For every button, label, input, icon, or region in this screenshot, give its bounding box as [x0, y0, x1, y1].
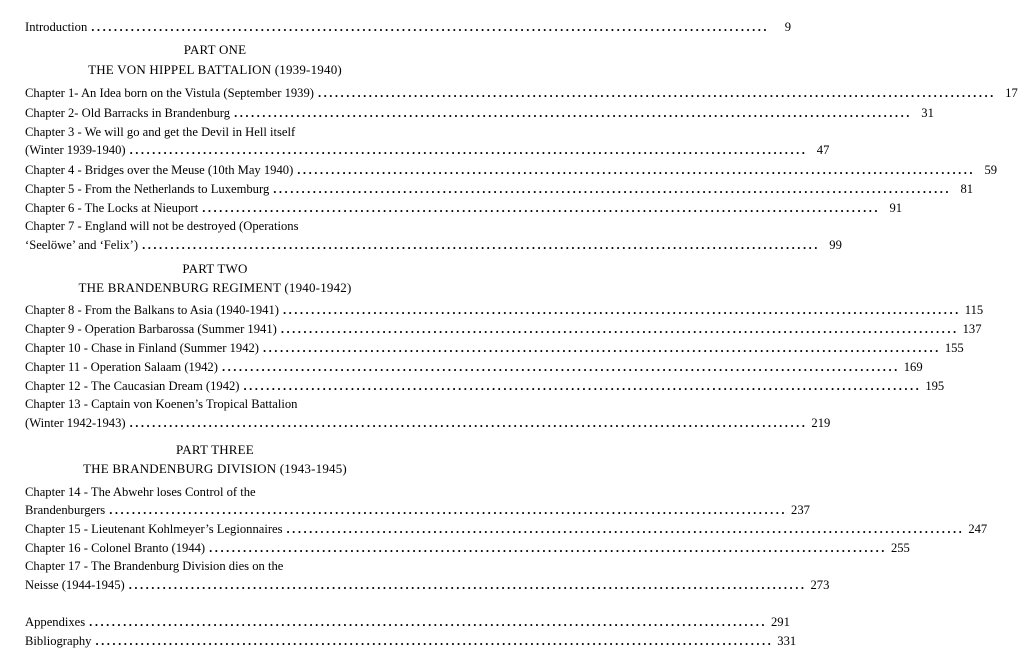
toc-entry-chapter-8	[25, 301, 984, 319]
page-number: 291	[770, 615, 790, 629]
dot-leader: ........................................................................................................................	[91, 20, 770, 34]
dot-leader: ........................................................................................................................	[234, 106, 912, 120]
toc-entry-chapter-14	[25, 501, 810, 519]
toc-entry-chapter-9	[25, 320, 982, 338]
dot-leader: ........................................................................................................................	[129, 416, 808, 430]
toc-entry-chapter-6	[25, 199, 903, 217]
toc-entry-chapter-15	[25, 520, 988, 538]
page-number: 331	[777, 634, 797, 648]
toc-entry-bibliography	[25, 632, 797, 650]
page-number: 155	[944, 341, 964, 355]
entry-title: Chapter 5 - From the Netherlands to Luxemburg	[25, 182, 270, 196]
toc-entry-chapter-5	[25, 180, 974, 198]
toc-entry-introduction	[25, 18, 792, 36]
entry-title-continued: ‘Seelöwe’ and ‘Felix’)	[25, 238, 139, 252]
part-three-title: PART THREE	[176, 442, 254, 457]
page-number: 47	[816, 143, 830, 157]
part-three-subtitle: THE BRANDENBURG DIVISION (1943-1945)	[83, 461, 347, 476]
entry-title: Appendixes	[25, 615, 86, 629]
page-number: 115	[964, 303, 984, 317]
entry-title-continued: (Winter 1939-1940)	[25, 143, 126, 157]
entry-title: Chapter 8 - From the Balkans to Asia (1940-1941)	[25, 303, 279, 317]
dot-leader: ........................................................................................................................	[297, 163, 976, 177]
toc-entry-chapter-3-title: Chapter 3 - We will go and get the Devil in Hell itself	[25, 125, 296, 139]
page-number: 137	[962, 322, 982, 336]
entry-title: Chapter 6 - The Locks at Nieuport	[25, 201, 199, 215]
dot-leader: ........................................................................................................................	[128, 578, 807, 592]
toc-entry-chapter-1	[25, 84, 1018, 102]
entry-title: Chapter 1- An Idea born on the Vistula (September 1939)	[25, 86, 314, 100]
dot-leader: ........................................................................................................................	[263, 341, 941, 355]
dot-leader: ........................................................................................................................	[282, 303, 961, 317]
dot-leader: ........................................................................................................................	[202, 201, 881, 215]
page-number: 9	[784, 20, 792, 34]
toc-entry-chapter-12	[25, 377, 945, 395]
entry-title-continued: Neisse (1944-1945)	[25, 578, 125, 592]
page-number: 81	[960, 182, 974, 196]
part-two-subtitle: THE BRANDENBURG REGIMENT (1940-1942)	[78, 280, 352, 295]
toc-entry-chapter-11	[25, 358, 923, 376]
entry-title: Chapter 9 - Operation Barbarossa (Summer 1941)	[25, 322, 277, 336]
page-number: 255	[890, 541, 910, 555]
page-number: 31	[921, 106, 934, 120]
dot-leader: ........................................................................................................................	[273, 182, 952, 196]
page-number: 169	[903, 360, 923, 374]
toc-entry-chapter-13	[25, 414, 831, 432]
dot-leader: ........................................................................................................................	[109, 503, 788, 517]
dot-leader: ........................................................................................................................	[142, 238, 820, 252]
toc-entry-chapter-13-title: Chapter 13 - Captain von Koenen’s Tropical Battalion	[25, 397, 298, 411]
page-number: 247	[968, 522, 988, 536]
dot-leader: ........................................................................................................................	[95, 634, 774, 648]
entry-title: Chapter 15 - Lieutenant Kohlmeyer’s Legionnaires	[25, 522, 283, 536]
entry-title-continued: (Winter 1942-1943)	[25, 416, 126, 430]
toc-entry-chapter-17	[25, 576, 830, 594]
dot-leader: ........................................................................................................................	[89, 615, 767, 629]
part-two-title: PART TWO	[182, 261, 248, 276]
toc-entry-chapter-3	[25, 141, 830, 159]
page-number: 195	[925, 379, 945, 393]
toc-entry-chapter-7	[25, 236, 842, 254]
toc-entry-chapter-17-title: Chapter 17 - The Brandenburg Division dies on the	[25, 559, 284, 573]
entry-title: Chapter 10 - Chase in Finland (Summer 1942)	[25, 341, 259, 355]
page-number: 237	[791, 503, 810, 517]
entry-title: Chapter 2- Old Barracks in Brandenburg	[25, 106, 231, 120]
toc-entry-chapter-10	[25, 339, 964, 357]
entry-title-continued: Brandenburgers	[25, 503, 106, 517]
dot-leader: ........................................................................................................................	[280, 322, 959, 336]
dot-leader: ........................................................................................................................	[317, 86, 996, 100]
entry-title: Chapter 4 - Bridges over the Meuse (10th May 1940)	[25, 163, 294, 177]
dot-leader: ........................................................................................................................	[243, 379, 922, 393]
entry-title: Chapter 11 - Operation Salaam (1942)	[25, 360, 218, 374]
entry-title: Chapter 12 - The Caucasian Dream (1942)	[25, 379, 240, 393]
part-one-title: PART ONE	[183, 42, 247, 57]
dot-leader: ........................................................................................................................	[286, 522, 965, 536]
toc-entry-chapter-16	[25, 539, 910, 557]
toc-entry-chapter-7-title: Chapter 7 - England will not be destroyed (Operations	[25, 219, 299, 233]
toc-entry-chapter-4	[25, 161, 998, 179]
page-number: 219	[811, 416, 831, 430]
page-number: 273	[810, 578, 830, 592]
entry-title: Introduction	[25, 20, 88, 34]
page-number: 91	[889, 201, 903, 215]
entry-title: Bibliography	[25, 634, 92, 648]
page-number: 17	[1005, 86, 1018, 100]
toc-entry-chapter-2	[25, 104, 934, 122]
toc-entry-appendixes	[25, 613, 790, 631]
entry-title: Chapter 16 - Colonel Branto (1944)	[25, 541, 206, 555]
dot-leader: ........................................................................................................................	[209, 541, 887, 555]
dot-leader: ........................................................................................................................	[221, 360, 900, 374]
page-number: 59	[984, 163, 998, 177]
toc-entry-chapter-14-title: Chapter 14 - The Abwehr loses Control of the	[25, 485, 256, 499]
page-number: 99	[829, 238, 842, 252]
dot-leader: ........................................................................................................................	[129, 143, 808, 157]
part-one-subtitle: THE VON HIPPEL BATTALION (1939-1940)	[88, 62, 342, 77]
